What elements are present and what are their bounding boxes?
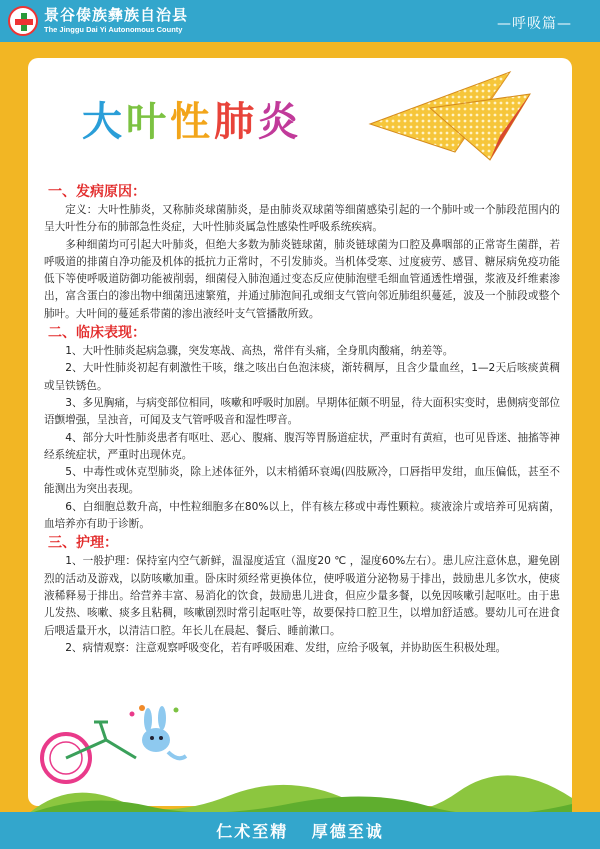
org-name-cn: 景谷傣族彝族自治县 [44, 6, 189, 24]
paragraph: 4、部分大叶性肺炎患者有呕吐、恶心、腹痛、腹泻等胃肠道症状，严重时有黄疸，也可见昏迷、抽搐等神经系统症状，严重时出现休克。 [44, 431, 560, 461]
section-tag: —呼吸篇— [497, 16, 572, 32]
paper-planes-illustration [360, 64, 540, 164]
title-char: 肺 [214, 99, 258, 145]
paragraph: 多种细菌均可引起大叶肺炎，但绝大多数为肺炎链球菌，肺炎链球菌为口腔及鼻咽部的正常寄生菌群，若呼吸道的排菌自净功能及机体的抵抗力正常时，不引发肺炎。当机体受寒、过度疲劳、感冒、糖尿病免疫功能低下等使呼吸道防御功能被削弱，细菌侵入肺泡通过变态反应使肺泡壁毛细血管通透性增强，浆液及纤维素渗出，富含蛋白的渗出物中细菌迅速繁殖，并通过肺泡间孔或细支气管向邻近肺组织蔓延，波及一个肺段或整个肺叶。大叶间的蔓延系带菌的渗出液经叶支气管播散所致。 [44, 238, 560, 320]
title-char: 性 [170, 99, 214, 145]
article-body [44, 182, 560, 657]
paragraph: 1、大叶性肺炎起病急骤，突发寒战、高热，常伴有头痛，全身肌肉酸痛，纳差等。 [65, 345, 454, 358]
header-band [0, 0, 600, 42]
hospital-logo-icon [8, 6, 38, 36]
title-char: 叶 [126, 99, 170, 145]
slogan-part-1: 仁术至精 [216, 822, 289, 841]
paragraph: 2、病情观察：注意观察呼吸变化，若有呼吸困难、发绀，应给予吸氧，并协助医生积极处理。 [65, 641, 507, 654]
paragraph: 定义：大叶性肺炎，又称肺炎球菌肺炎，是由肺炎双球菌等细菌感染引起的一个肺叶或一个肺段范围内的呈大叶性分布的肺部急性炎症，大叶性肺炎属急性感染性呼吸系统疾病。 [44, 204, 560, 234]
paragraph: 6、白细胞总数升高，中性粒细胞多在80%以上，伴有核左移或中毒性颗粒。痰液涂片或培养可见病菌，血培养亦有助于诊断。 [44, 500, 560, 531]
footer-slogan [0, 819, 600, 842]
slogan-part-2: 厚德至诚 [311, 822, 384, 841]
title-char: 大 [82, 99, 126, 145]
paragraph: 2、大叶性肺炎初起有刺激性干咳，继之咳出白色泡沫痰，渐转稠厚，且含少量血丝，1—2天后咳痰黄稠或呈铁锈色。 [44, 362, 560, 392]
paragraph: 1、一般护理：保持室内空气新鲜，温湿度适宜（温度20 ℃ ，湿度60%左右）。患儿应注意休息，避免剧烈的活动及游戏，以防咳嗽加重。卧床时须经常更换体位，使呼吸道分泌物易于排出，鼓励患儿多饮水，使痰液稀释易于排出。给营养丰富、易消化的饮食，鼓励患儿进食，但应少量多餐，以免因咳嗽引起呕吐。由于患儿发热、咳嗽、痰多且粘稠，咳嗽剧烈时常引起呕吐等，故要保持口腔卫生，以增加舒适感。婴幼儿可在进食后喂适量开水，以清洁口腔。年长儿在晨起、餐后、睡前漱口。 [44, 555, 560, 637]
paragraph: 3、多见胸痛，与病变部位相同，咳嗽和呼吸时加剧。早期体征颇不明显，待大面积实变时，患侧病变部位语颤增强，呈浊音，可闻及支气管呼吸音和湿性啰音。 [44, 396, 560, 427]
paragraph: 5、中毒性或休克型肺炎，除上述体征外，以末梢循环衰竭(四肢厥冷，口唇指甲发绀，血压偏低，甚至不能测出为突出表现。 [44, 466, 560, 496]
section-heading: 一、发病原因： [48, 184, 146, 200]
title-char: 炎 [258, 99, 302, 145]
section-heading: 三、护理： [48, 535, 118, 552]
page-title [82, 90, 302, 147]
org-name-en: The Jinggu Dai Yi Autonomous County [44, 25, 183, 34]
grass-decoration [28, 770, 572, 814]
section-heading: 二、临床表现： [48, 325, 146, 342]
